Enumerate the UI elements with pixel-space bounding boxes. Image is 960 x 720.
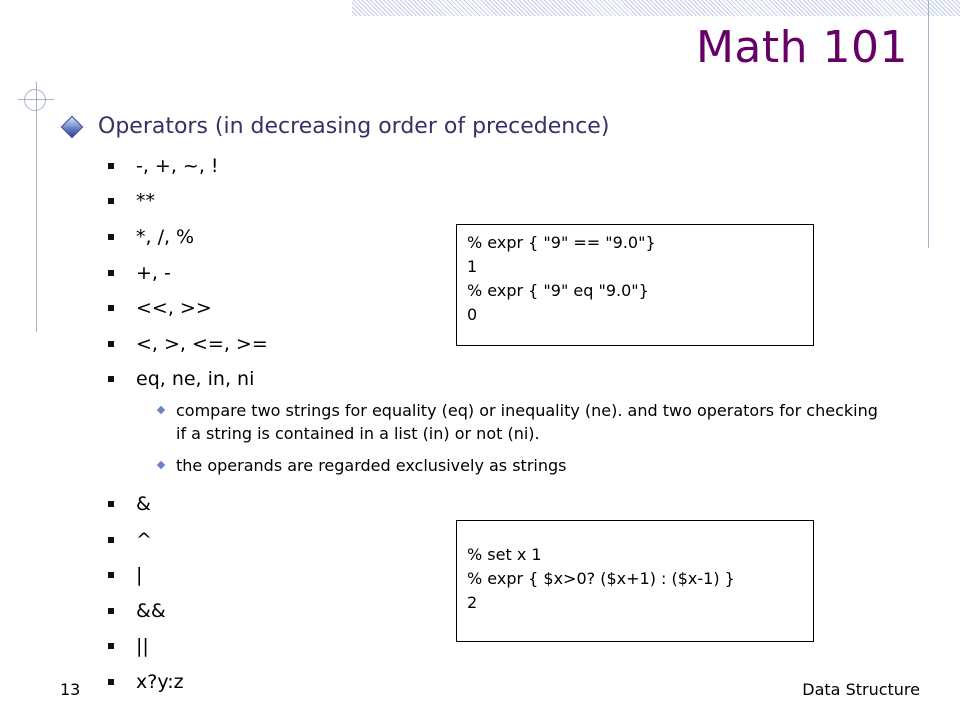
- square-bullet-icon: [108, 643, 114, 649]
- operator-list-item: [108, 184, 886, 220]
- operator-text: <<, >>: [136, 297, 212, 320]
- course-name: Data Structure: [802, 680, 920, 699]
- square-bullet-icon: [108, 341, 114, 347]
- diamond-bullet-icon: [61, 115, 84, 138]
- operator-text: x?y:z: [136, 670, 184, 693]
- square-bullet-icon: [108, 376, 114, 382]
- sub-item-text: the operands are regarded exclusively as strings: [176, 456, 567, 476]
- operator-text: |: [136, 564, 143, 587]
- operator-text: <, >, <=, >=: [136, 332, 268, 355]
- code-line: % expr { "9" == "9.0"}: [467, 233, 656, 252]
- sub-list-item: [156, 399, 886, 445]
- sub-item-text: compare two strings for equality (eq) or inequality (ne). and two operators for checking if a string is contained in a list (in) or not (ni).: [176, 401, 878, 444]
- operator-text: ^: [136, 528, 152, 551]
- code-line: 2: [467, 593, 478, 612]
- decorative-hatch-band: [352, 0, 960, 16]
- square-bullet-icon: [108, 679, 114, 685]
- operator-text: &&: [136, 599, 166, 622]
- decorative-vertical-line-left: [36, 82, 37, 332]
- operator-text: *, /, %: [136, 225, 195, 248]
- code-line: % expr { "9" eq "9.0"}: [467, 281, 649, 300]
- square-bullet-icon: [108, 198, 114, 204]
- operator-text: -, +, ~, !: [136, 154, 219, 177]
- operator-text: +, -: [136, 261, 171, 284]
- operator-list-item: [108, 148, 886, 184]
- square-bullet-icon: [108, 537, 114, 543]
- code-line: % set x 1: [467, 545, 542, 564]
- code-example-box-equality: [456, 224, 814, 346]
- square-bullet-icon: [108, 234, 114, 240]
- decorative-vertical-line-right: [928, 0, 929, 248]
- code-line: % expr { $x>0? ($x+1) : ($x-1) }: [467, 569, 735, 588]
- operator-text: eq, ne, in, ni: [136, 368, 255, 391]
- operator-text: &: [136, 492, 151, 515]
- square-bullet-icon: [108, 163, 114, 169]
- heading-row: [60, 114, 609, 139]
- small-diamond-bullet-icon: [157, 461, 165, 469]
- operator-list-item: [108, 362, 886, 398]
- small-diamond-bullet-icon: [157, 406, 165, 414]
- section-heading: Operators (in decreasing order of precedence): [98, 114, 610, 139]
- square-bullet-icon: [108, 270, 114, 276]
- code-line: 0: [467, 305, 478, 324]
- square-bullet-icon: [108, 501, 114, 507]
- square-bullet-icon: [108, 305, 114, 311]
- square-bullet-icon: [108, 608, 114, 614]
- square-bullet-icon: [108, 572, 114, 578]
- decorative-circle: [24, 89, 46, 111]
- operator-text: **: [136, 190, 155, 213]
- code-line: 1: [467, 257, 478, 276]
- operator-list-item: [108, 664, 886, 700]
- sub-list: [108, 399, 886, 477]
- operator-text: ||: [136, 635, 149, 658]
- page-number: 13: [60, 680, 81, 699]
- code-example-box-ternary: [456, 520, 814, 642]
- operator-list-item: [108, 486, 886, 522]
- sub-list-item: [156, 454, 886, 477]
- slide-title: Math 101: [695, 22, 908, 73]
